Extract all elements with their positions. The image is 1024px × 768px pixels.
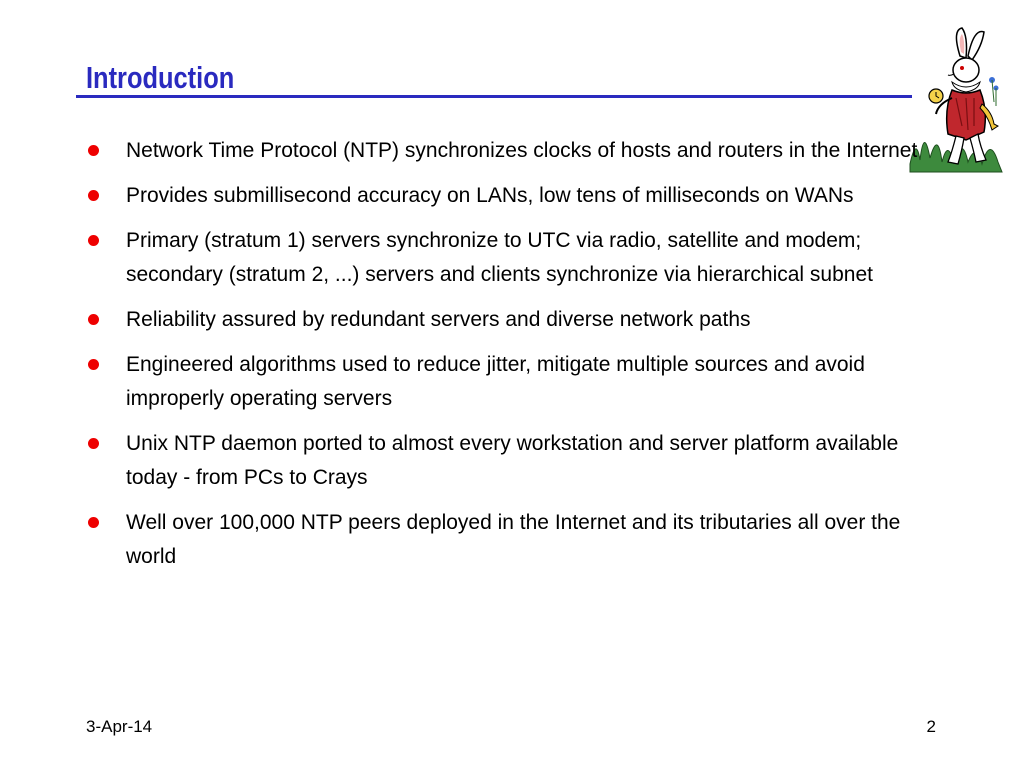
bullet-text: Well over 100,000 NTP peers deployed in the Internet and its tributaries all over the world [126, 511, 901, 568]
bullet-text: Unix NTP daemon ported to almost every workstation and server platform available today - from PCs to Crays [126, 432, 899, 489]
list-item [86, 348, 946, 416]
bullet-list [86, 134, 946, 585]
list-item [86, 506, 946, 574]
bullet-text: Reliability assured by redundant servers and diverse network paths [126, 308, 751, 331]
bullet-dot-icon [88, 517, 99, 528]
footer-date: 3-Apr-14 [86, 717, 153, 736]
bullet-text: Provides submillisecond accuracy on LANs, low tens of milliseconds on WANs [126, 184, 854, 207]
bullet-dot-icon [88, 359, 99, 370]
bullet-dot-icon [88, 314, 99, 325]
bullet-text: Primary (stratum 1) servers synchronize to UTC via radio, satellite and modem; secondary (stratum 2, ...) servers and clients synchronize via hierarchical subnet [126, 229, 873, 286]
bullet-dot-icon [88, 235, 99, 246]
bullet-dot-icon [88, 145, 99, 156]
list-item [86, 134, 946, 168]
list-item [86, 303, 946, 337]
bullet-dot-icon [88, 190, 99, 201]
list-item [86, 427, 946, 495]
title-underline [76, 95, 912, 98]
page-number: 2 [926, 717, 936, 736]
list-item [86, 224, 946, 292]
slide-title: Introduction [86, 60, 235, 95]
bullet-text: Network Time Protocol (NTP) synchronizes clocks of hosts and routers in the Internet [126, 139, 918, 162]
list-item [86, 179, 946, 213]
bullet-text: Engineered algorithms used to reduce jitter, mitigate multiple sources and avoid improperly operating servers [126, 353, 865, 410]
bullet-dot-icon [88, 438, 99, 449]
